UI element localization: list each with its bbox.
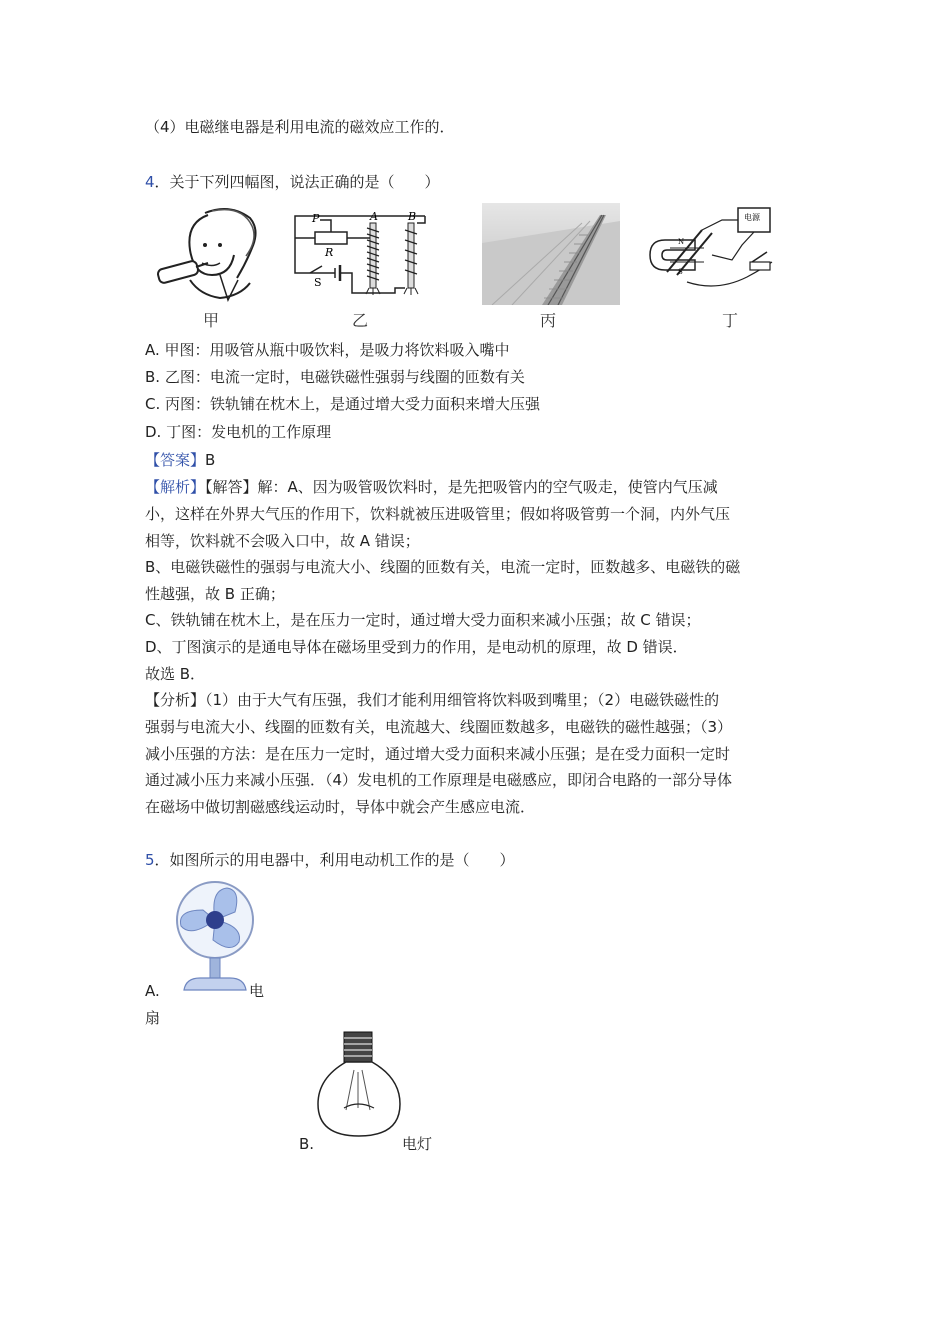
q4-option-a: A. 甲图：用吸管从瓶中吸饮料，是吸力将饮料吸入嘴中: [145, 341, 510, 359]
label-r: R: [325, 246, 334, 259]
q5-option-b-text: 电灯: [402, 1135, 433, 1153]
fenxi-line-3: 减小压强的方法：是在压力一定时，通过增大受力面积来减小压强；是在受力面积一定时: [145, 745, 731, 763]
q4-number: 4: [145, 173, 155, 191]
figure-yi: [290, 208, 430, 300]
analysis-line-1: 【解析】【解答】解：A、因为吸管吸饮料时，是先把吸管内的空气吸走，使管内气压减: [145, 478, 718, 496]
fan-image: [170, 878, 260, 996]
analysis-line-2: 小，这样在外界大气压的作用下，饮料就被压进吸管里；假如将吸管剪一个洞，内外气压: [145, 505, 731, 523]
svg-text:N: N: [678, 238, 685, 246]
svg-text:S: S: [678, 268, 683, 276]
figure-ding: [642, 200, 782, 300]
answer-tag: 【答案】: [145, 451, 206, 469]
label-a: A: [370, 210, 378, 223]
analysis-line-4: B、电磁铁磁性的强弱与电流大小、线圈的匝数有关，电流一定时，匝数越多、电磁铁的磁: [145, 558, 741, 576]
analysis-tag: 【解析】: [145, 478, 206, 496]
q5-number: 5: [145, 851, 155, 869]
fenxi-line-5: 在磁场中做切割磁感线运动时，导体中就会产生感应电流．: [145, 798, 536, 816]
bulb-image: [316, 1030, 402, 1140]
q4-option-d: D. 丁图：发电机的工作原理: [145, 423, 332, 441]
figure-bing: [482, 203, 620, 305]
label-p: P: [312, 212, 320, 225]
figure-jia-label: 甲: [203, 311, 220, 330]
analysis-line-3: 相等，饮料就不会吸入口中，故 A 错误；: [145, 532, 420, 550]
figure-jia: [150, 205, 268, 305]
power-box-label: 电源: [744, 213, 760, 222]
q4-option-c: C. 丙图：铁轨铺在枕木上，是通过增大受力面积来增大压强: [145, 395, 541, 413]
figure-bing-label: 丙: [540, 311, 557, 330]
q5-stem-text: ．如图所示的用电器中，利用电动机工作的是（ ）: [154, 851, 515, 869]
q5-option-b-letter: B.: [299, 1135, 315, 1153]
q5-stem: [145, 850, 515, 870]
q4-stem-text: ．关于下列四幅图，说法正确的是（ ）: [154, 173, 440, 191]
analysis-line-5: 性越强，故 B 正确；: [145, 585, 285, 603]
analysis-line-7: D、丁图演示的是通电导体在磁场里受到力的作用，是电动机的原理，故 D 错误．: [145, 638, 688, 656]
q4-answer: [145, 450, 215, 470]
q4-stem: [145, 172, 440, 192]
analysis-line-6: C、铁轨铺在枕木上，是在压力一定时，通过增大受力面积来减小压强；故 C 错误；: [145, 611, 701, 629]
figure-ding-label: 丁: [722, 311, 739, 330]
analysis-line-8: 故选 B．: [145, 665, 206, 683]
prev-item-text: （4）电磁继电器是利用电流的磁效应工作的．: [145, 118, 455, 136]
label-s: S: [314, 276, 322, 289]
label-b: B: [408, 210, 417, 223]
q4-option-b: B. 乙图：电流一定时，电磁铁磁性强弱与线圈的匝数有关: [145, 368, 525, 386]
answer-value: B: [205, 451, 216, 469]
fenxi-line-2: 强弱与电流大小、线圈的匝数有关，电流越大、线圈匝数越多，电磁铁的磁性越强；（3）: [145, 718, 733, 736]
figure-yi-label: 乙: [352, 311, 369, 330]
q5-option-a-text-1: 电: [249, 982, 265, 1000]
fenxi-line-1: 【分析】（1）由于大气有压强，我们才能利用细管将饮料吸到嘴里；（2）电磁铁磁性的: [145, 691, 720, 709]
q5-option-a-letter: A.: [145, 982, 160, 1000]
fenxi-line-4: 通过减小压力来减小压强．（4）发电机的工作原理是电磁感应，即闭合电路的一部分导体: [145, 771, 733, 789]
q5-option-a-text-2: 扇: [145, 1009, 161, 1027]
